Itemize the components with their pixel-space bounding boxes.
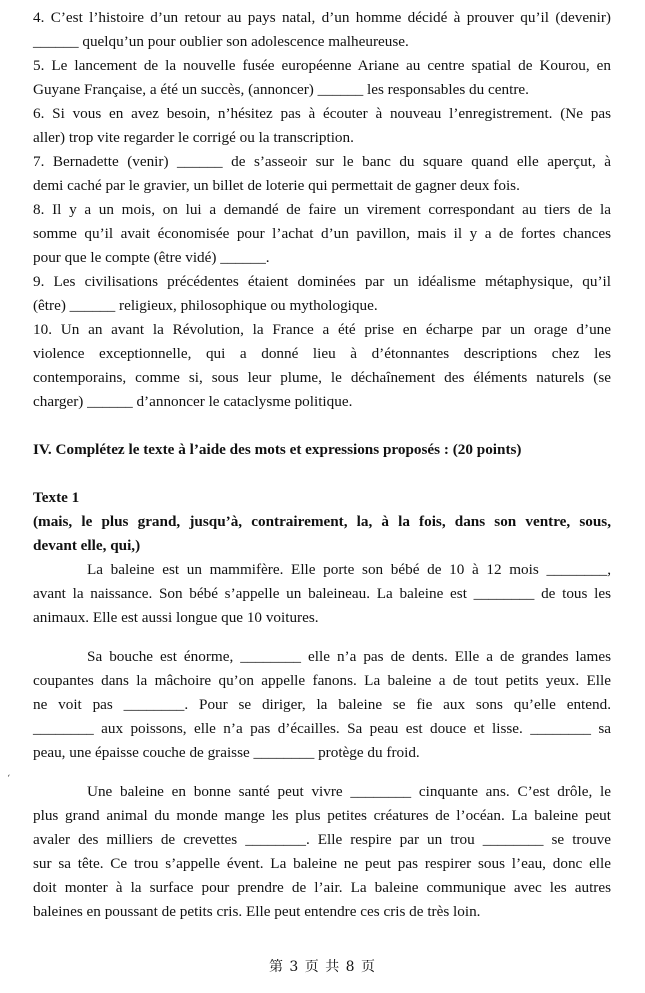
- word-bank-line-2: devant elle, qui,): [33, 537, 141, 554]
- question-4-line-1: 4. C’est l’histoire d’un retour au pays natal, d’un homme décidé à prouver qu’il (devenir): [33, 9, 611, 26]
- paragraph-2-line-4: ________ aux poissons, elle n’a pas d’écailles. Sa peau est douce et lisse. ________ sa: [33, 720, 611, 737]
- question-10-line-2: violence exceptionnelle, qui a donné lieu à d’étonnantes descriptions chez les: [33, 345, 611, 362]
- spacer: [33, 414, 611, 438]
- paragraph-2-line-1: Sa bouche est énorme, ________ elle n’a pas de dents. Elle a de grandes lames: [87, 648, 611, 665]
- word-bank-line-1: (mais, le plus grand, jusqu’à, contrairement, la, à la fois, dans son ventre, sous,: [33, 513, 611, 530]
- question-9: [33, 270, 611, 318]
- paragraph-3-line-2: plus grand animal du monde mange les plus petites créatures de l’océan. La baleine peut: [33, 807, 611, 824]
- paragraph-2-line-5: peau, une épaisse couche de graisse ________ protège du froid.: [33, 744, 420, 761]
- paragraph-3-line-5: doit monter à la surface pour prendre de l’air. La baleine communique avec les autres: [33, 879, 611, 896]
- paragraph-2: [33, 645, 611, 765]
- question-6: [33, 102, 611, 150]
- question-9-line-2: (être) ______ religieux, philosophique ou mythologique.: [33, 297, 378, 314]
- paragraph-3-line-4: sur sa tête. Ce trou s’appelle évent. La baleine ne peut pas respirer sous l’eau, donc elle: [33, 855, 611, 872]
- question-6-line-2: aller) trop vite regarder le corrigé ou la transcription.: [33, 129, 354, 146]
- section-4-heading: IV. Complétez le texte à l’aide des mots et expressions proposés : (20 points): [33, 441, 522, 458]
- question-5: [33, 54, 611, 102]
- question-4: [33, 6, 611, 54]
- question-10: [33, 318, 611, 414]
- question-8-line-3: pour que le compte (être vidé) ______.: [33, 249, 270, 266]
- paragraph-3-line-3: avaler des milliers de crevettes ________. Elle respire par un trou ________ se trouve: [33, 831, 611, 848]
- question-7: [33, 150, 611, 198]
- question-5-line-2: Guyane Française, a été un succès, (annoncer) ______ les responsables du centre.: [33, 81, 529, 98]
- paragraph-3-line-1: Une baleine en bonne santé peut vivre ________ cinquante ans. C’est drôle, le: [87, 783, 611, 800]
- document-page: [33, 6, 611, 924]
- question-8-line-1: 8. Il y a un mois, on lui a demandé de faire un virement correspondant au tiers de la: [33, 201, 611, 218]
- paragraph-3-line-6: baleines en poussant de petits cris. Elle peut entendre ces cris de très loin.: [33, 903, 481, 920]
- spacer: [33, 630, 611, 645]
- question-6-line-1: 6. Si vous en avez besoin, n’hésitez pas à écouter à nouveau l’enregistrement. (Ne pas: [33, 105, 611, 122]
- spacer: [33, 765, 611, 780]
- paragraph-1-line-3: animaux. Elle est aussi longue que 10 voitures.: [33, 609, 319, 626]
- paragraph-2-line-2: coupantes dans la mâchoire qu’on appelle fanons. La baleine a de tout petits yeux. Elle: [33, 672, 611, 689]
- question-7-line-2: demi caché par le gravier, un billet de loterie qui permettait de gagner deux fois.: [33, 177, 520, 194]
- question-5-line-1: 5. Le lancement de la nouvelle fusée européenne Ariane au centre spatial de Kourou, en: [33, 57, 611, 74]
- page-number-footer: 第 3 页 共 8 页: [268, 959, 377, 975]
- spacer: [33, 462, 611, 486]
- question-7-line-1: 7. Bernadette (venir) ______ de s’asseoir sur le banc du square quand elle aperçut, à: [33, 153, 611, 170]
- question-4-line-2: ______ quelqu’un pour oublier son adolescence malheureuse.: [33, 33, 409, 50]
- paragraph-1-line-2: avant la naissance. Son bébé s’appelle un baleineau. La baleine est ________ de tous les: [33, 585, 611, 602]
- paragraph-2-line-3: ne voit pas ________. Pour se diriger, la baleine se fie aux sons qu’elle entend.: [33, 696, 611, 713]
- question-9-line-1: 9. Les civilisations précédentes étaient dominées par un idéalisme métaphysique, qu’il: [33, 273, 611, 290]
- question-10-line-4: charger) ______ d’annoncer le cataclysme politique.: [33, 393, 353, 410]
- paragraph-1-line-1: La baleine est un mammifère. Elle porte son bébé de 10 à 12 mois ________,: [87, 561, 611, 578]
- question-8-line-2: somme qu’il avait économisée pour l’achat d’un pavillon, mais il y a de fortes chances: [33, 225, 611, 242]
- text-title: Texte 1: [33, 489, 80, 506]
- question-10-line-1: 10. Un an avant la Révolution, la France a été prise en écharpe par un orage d’une: [33, 321, 611, 338]
- paragraph-3: [33, 780, 611, 924]
- question-10-line-3: contemporains, comme si, sous leur plume, le déchaînement des éléments naturels (se: [33, 369, 611, 386]
- paragraph-1: [33, 558, 611, 630]
- question-8: [33, 198, 611, 270]
- margin-stray-mark: ´: [5, 771, 15, 787]
